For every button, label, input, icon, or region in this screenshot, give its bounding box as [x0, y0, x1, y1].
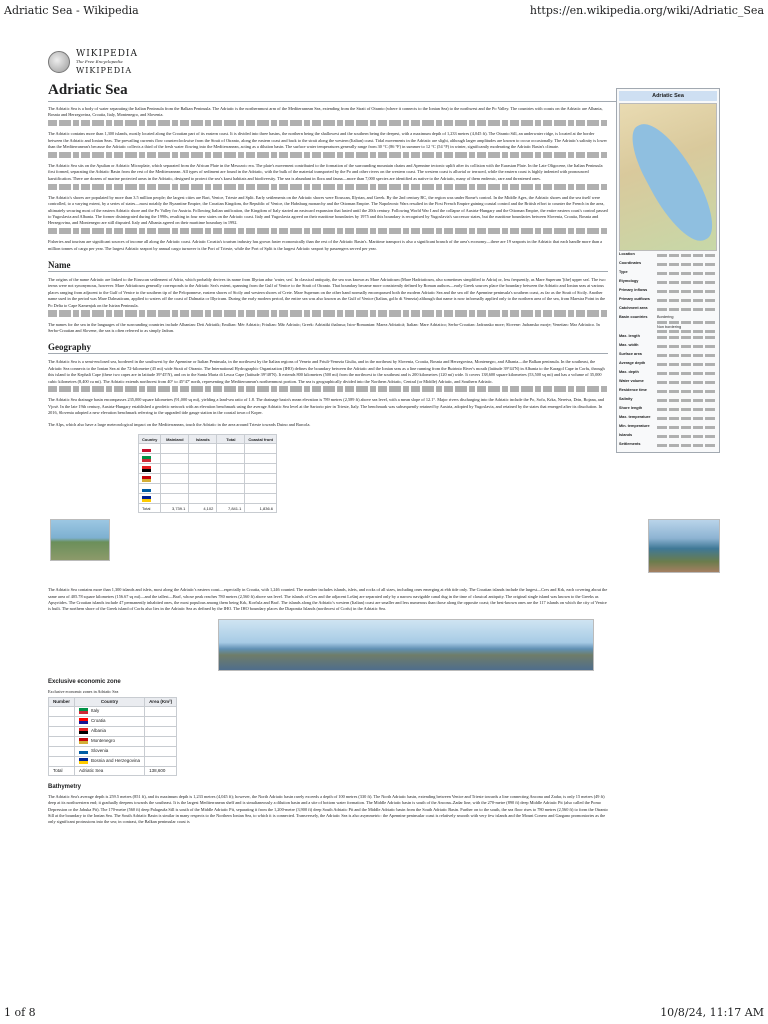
- value-cell: [189, 474, 217, 484]
- total-value: 4,102: [189, 504, 217, 513]
- wordmark: WIKIPEDIA: [76, 48, 138, 59]
- infobox-row: [619, 314, 717, 324]
- flag-icon: [142, 456, 151, 462]
- print-footer: [4, 1006, 764, 1020]
- wordmark-small: WIKIPEDIA: [76, 65, 133, 75]
- infobox-value: [657, 334, 717, 339]
- number-cell: [49, 716, 75, 726]
- country-name[interactable]: Slovenia: [91, 748, 109, 754]
- infobox-label: Islands: [619, 433, 633, 437]
- value-cell: [217, 464, 245, 474]
- infobox-value: [657, 406, 717, 411]
- infobox-label: Settlements: [619, 442, 641, 446]
- flag-icon: [79, 738, 88, 744]
- infobox-label: Water volume: [619, 379, 644, 383]
- flag-icon: [79, 758, 88, 764]
- table-row: [49, 756, 177, 766]
- infobox-label: Shore length: [619, 406, 643, 410]
- print-page-title: Adriatic Sea - Wikipedia: [4, 4, 139, 17]
- flag-icon: [79, 728, 88, 734]
- table-row: [139, 444, 277, 454]
- table-row: [49, 746, 177, 756]
- infobox-value: Non bordering: [657, 325, 717, 334]
- table-row: [139, 494, 277, 504]
- infobox-row: [619, 351, 717, 360]
- flag-icon: [79, 718, 88, 724]
- value-cell: [161, 444, 189, 454]
- table-row: [49, 736, 177, 746]
- table-row: [139, 474, 277, 484]
- tagline: The Free Encyclopedia: [76, 58, 123, 64]
- infobox-row: [619, 414, 717, 423]
- area-cell: [145, 706, 177, 716]
- wikipedia-logo[interactable]: [48, 44, 720, 80]
- column-header: Number: [49, 697, 75, 706]
- intro-paragraph: The Adriatic Sea is a body of water separating the Italian Peninsula from the Balkan Peninsula. The Adriatic is the northernmost arm of the Mediterranean Sea, extending from the Strait of Otranto (where it connects to the Ionian Sea) to the northwest and the Po Valley. The countries with coasts on the Adriatic are Albania, Bosnia and Herzegovina, Croatia, Italy, Montenegro, and Slovenia.: [48, 106, 608, 126]
- infobox-value: [657, 352, 717, 357]
- infobox-label: Type: [619, 270, 628, 274]
- infobox-row: [619, 342, 717, 351]
- infobox-label: Salinity: [619, 397, 633, 401]
- value-cell: [161, 494, 189, 504]
- value-cell: [189, 484, 217, 494]
- number-cell: [49, 736, 75, 746]
- infobox-label: Location: [619, 252, 635, 256]
- infobox-row: [619, 387, 717, 396]
- value-cell: [217, 494, 245, 504]
- value-cell: [217, 484, 245, 494]
- infobox-row: [619, 432, 717, 441]
- intro-paragraph: The Adriatic Sea sits on the Apulian or Adriatic Microplate, which separated from the African Plate in the Mesozoic era. The plate's movement contributed to the formation of the surrounding mountain chains and Apennine tectonic uplift after its collision with the Eurasian Plate. In the Late Oligocene, the Italian Peninsula first formed, separating the Adriatic Basin from the rest of the Mediterranean. All types of sediment are found in the Adriatic, with the bulk of the material transported by the Po and other rivers on the western coast. The western coast is alluvial or terraced, while the eastern coast is highly indented with pronounced karstification. There are dozens of marine protected areas in the Adriatic, designed to protect the sea's karst habitats and biodiversity. The sea is abundant in flora and fauna—more than 7,000 species are identified as native to the Adriatic, many of them endemic, rare and threatened ones.: [48, 163, 608, 190]
- infobox-label: Min. temperature: [619, 424, 650, 428]
- infobox-row: [619, 305, 717, 314]
- value-cell: [245, 494, 277, 504]
- value-cell: [217, 454, 245, 464]
- flag-icon: [142, 496, 151, 502]
- number-cell: [49, 746, 75, 756]
- value-cell: [245, 454, 277, 464]
- infobox-label: Basin countries: [619, 315, 648, 319]
- column-header: Total: [217, 435, 245, 444]
- infobox-value: Bordering: [657, 315, 717, 324]
- article-page: [48, 44, 720, 974]
- photo-strip: [48, 519, 608, 583]
- area-cell: [145, 736, 177, 746]
- value-cell: [161, 474, 189, 484]
- bathymetry-heading: Bathymetry: [48, 783, 82, 790]
- eez-table: [48, 697, 177, 776]
- country-cell: [139, 474, 161, 484]
- coast-photo[interactable]: [50, 519, 110, 561]
- value-cell: [189, 454, 217, 464]
- eez-caption: Exclusive economic zones in Adriatic Sea: [48, 688, 119, 694]
- infobox-row: [619, 441, 717, 450]
- value-cell: [189, 494, 217, 504]
- infobox-title: Adriatic Sea: [619, 91, 717, 101]
- infobox-label: Max. depth: [619, 370, 639, 374]
- geography-paragraph: The Adriatic Sea is a semi-enclosed sea, bordered in the southwest by the Apennine or Italian Peninsula, in the northwest by the Italian regions of Veneto and Friuli-Venezia Giulia, and in the northeast by Slovenia, Croatia, Bosnia and Herzegovina, Montenegro, and Albania—the Balkan peninsula. In the southeast, the Adriatic Sea connects to the Ionian Sea at the 72-kilometre (45 mi) wide Strait of Otranto. The International Hydrographic Organization (IHO) defines the boundary between the Adriatic and the Ionian seas as a line running from the Butrinto River's mouth (latitude 39°44′N) in Albania to the Karagol Cape in Corfu, through this island to the Kephali Cape (these two capes are in latitude 39°45′N), and on to the Santa Maria di Leuca Cape (latitude 39°48′N). It extends 800 kilometres (500 mi) from the northwest to the southeast and is 200 kilometres (120 mi) wide. It covers 138,600 square kilometres (53,500 sq mi) and has a volume of 35,000 cubic kilometres (8,400 cu mi). The Adriatic extends northwest from 40° to 45°47′ north, representing the Mediterranean's northernmost portion. The sea is geographically divided into the Northern Adriatic, Central (or Middle) Adriatic, and Southern Adriatic.: [48, 359, 608, 392]
- table-row: [49, 716, 177, 726]
- print-header: [4, 4, 764, 18]
- intro-paragraph: The Adriatic contains more than 1,300 islands, mostly located along the Croatian part of its eastern coast. It is divided into three basins, the northern being the shallowest and the southern being the deepest, with a maximum depth of 1,233 metres (4,045 ft). The Otranto Sill, an underwater ridge, is located at the border between the Adriatic and Ionian Seas. The prevailing currents flow counterclockwise from the Strait of Otranto, along the eastern coast and back to the strait along the western (Italian) coast. Tidal movements in the Adriatic are slight, although larger amplitudes are known to occur occasionally. The Adriatic's salinity is lower than the Mediterranean's because the Adriatic collects a third of the fresh water flowing into the Mediterranean, acting as a dilution basin. The surface water temperatures generally range from 30 °C (86 °F) in summer to 12 °C (54 °F) in winter, significantly moderating the Adriatic Basin's climate.: [48, 131, 608, 158]
- article-body: [48, 106, 608, 831]
- infobox-row: [619, 324, 717, 334]
- globe-icon: [48, 51, 70, 73]
- infobox-row: [619, 396, 717, 405]
- infobox-value: [657, 415, 717, 420]
- total-label: Total: [49, 766, 75, 775]
- column-header: Country: [139, 435, 161, 444]
- infobox-value: [657, 270, 717, 275]
- area-cell: [145, 756, 177, 766]
- table-row: [49, 726, 177, 736]
- country-cell: [75, 756, 145, 766]
- infobox-value: [657, 306, 717, 311]
- infobox-row: [619, 251, 717, 260]
- infobox-value: [657, 379, 717, 384]
- eez-heading: Exclusive economic zone: [48, 678, 121, 685]
- infobox-value: [657, 343, 717, 348]
- flag-icon: [79, 708, 88, 714]
- column-header: Area (Km²): [145, 697, 177, 706]
- infobox-value: [657, 361, 717, 366]
- bathymetry-paragraph: The Adriatic Sea's average depth is 259.5 metres (851 ft), and its maximum depth is 1,233 metres (4,045 ft); however, the North Adriatic basin rarely exceeds a depth of 100 metres (330 ft). The North Adriatic basin, extending between Venice and Trieste towards a line connecting Ancona and Zadar, is only 15 metres (49 ft) deep at its northwestern end; it gradually deepens towards the southeast. It is the largest Mediterranean shelf and is simultaneously a dilution basin and a site of bottom water formation. The Middle Adriatic basin is south of the Ancona–Zadar line, with the 270-metre (890 ft) deep Middle Adriatic Pit (also called the Pomo Depression or the Jabuka Pit). The 170-metre (560 ft) deep Palagruža Sill is south of the Middle Adriatic Pit, separating it from the 1,200-metre (3,900 ft) deep South Adriatic Pit and the Middle Adriatic basin from the South Adriatic Basin. Further on to the south, the sea floor rises to 780 metres (2,560 ft) to form the Otranto Sill at the boundary to the Ionian Sea. The South Adriatic Basin is similar in many respects to the Northern Ionian Sea, to which it is connected. Transversely, the Adriatic Sea is also asymmetric: the Apennine peninsular coast is relatively smooth with very few islands and the Mount Conero and Gargano promontories as the only significant protrusions into the sea; in contrast, the Balkan peninsular coast is: [48, 793, 608, 825]
- area-cell: [145, 746, 177, 756]
- total-row: [139, 504, 277, 513]
- infobox-value: [657, 433, 717, 438]
- infobox-label: Coordinates: [619, 261, 642, 265]
- column-header: Mainland: [161, 435, 189, 444]
- total-area: 138,600: [145, 766, 177, 775]
- infobox-rows: [619, 251, 717, 450]
- infobox-value: [657, 370, 717, 375]
- intro-paragraph: The Adriatic's shores are populated by more than 3.5 million people; the largest cities are Bari, Venice, Trieste and Split. Early settlements on the Adriatic shores were Etruscan, Illyrian, and Greek. By the 2nd century BC, the region was under Rome's control. In the Middle Ages, the Adriatic shores and the sea itself were controlled, to a varying extent, by a series of states—most notably the Byzantine Empire, the Croatian Kingdom, the Republic of Venice, the Habsburg monarchy and the Ottoman Empire. The Napoleonic Wars resulted in the First French Empire gaining coastal control and the British effort to counter the French in the area, ultimately securing most of the eastern Adriatic shore and the Po Valley for Austria. Following Italian unification, the Kingdom of Italy started an eastward expansion that lasted until the 20th century. Following World War I and the collapse of Austria-Hungary and the Ottoman Empire, the entire eastern coast's control passed to Yugoslavia and Albania. The former disintegrated during the 1990s, resulting in four new states on the Adriatic coast. Italy and Yugoslavia agreed on their maritime boundaries by 1975 and this boundary is recognised by Yugoslavia's successor states, but the maritime boundaries between Slovenia, Croatia, Bosnia and Herzegovina, and Montenegro are still disputed. Italy and Albania agreed on their maritime boundary in 1992.: [48, 195, 608, 235]
- bay-photo[interactable]: [648, 519, 720, 573]
- page-counter: 1 of 8: [4, 1006, 36, 1019]
- intro-paragraph: Fisheries and tourism are significant sources of income all along the Adriatic coast. Adriatic Croatia's tourism industry has grown faster economically than the rest of the Adriatic Basin's. Maritime transport is also a significant branch of the area's economy—there are 19 seaports in the Adriatic that each handle more than a million tonnes of cargo per year. The largest Adriatic seaport by annual cargo turnover is the Port of Trieste, while the Port of Split is the largest Adriatic seaport by passengers served per year.: [48, 239, 603, 251]
- table-row: [49, 706, 177, 716]
- country-name[interactable]: Albania: [91, 728, 107, 734]
- infobox: [616, 88, 720, 453]
- name-paragraph: The names for the sea in the languages of the surrounding countries include Albanian: Deti Adriatik; Emilian: Mèr Adriatic; Friulian: Mâr Adriatic; Greek: Adriatiki thalassa; Istro-Romanian: Marea Adriatică; Italian: Mare Adriatico; Serbo-Croatian: Jadransko more; Slovene: Jadransko morje; Venetian: Mar Adriatico. In Serbo-Croatian and Slovene, the sea is often referred to as simply Jadran.: [48, 321, 600, 333]
- country-cell: [139, 444, 161, 454]
- infobox-row: [619, 287, 717, 296]
- value-cell: [245, 474, 277, 484]
- country-name[interactable]: Croatia: [91, 718, 106, 724]
- value-cell: [245, 464, 277, 474]
- geography-paragraph: The Adriatic Sea drainage basin encompasses 235,000 square kilometres (91,000 sq mi), yielding a land-sea ratio of 1.8. The drainage basin's mean elevation is 789 metres (2,589 ft) above sea level, with a mean slope of 12.1°. Major rivers discharging into the Adriatic include the Po, Soča, Krka, Neretva, Drin, Bojana, and Vjosë. In the late 19th century, Austria-Hungary established a geodetic network with an elevation benchmark using the average Adriatic Sea level at the Sartorio pier in Trieste, Italy. The benchmark was subsequently retained by Austria, adopted by Yugoslavia, and retained by the states that emerged after its dissolution. In 2016, Slovenia adopted a new elevation benchmark referring to the upgraded tide gauge station in the coastal town of Koper.: [48, 397, 605, 416]
- country-cell: [75, 726, 145, 736]
- infobox-label: Average depth: [619, 361, 646, 365]
- value-cell: [217, 474, 245, 484]
- area-cell: [145, 726, 177, 736]
- infobox-label: Max. temperature: [619, 415, 651, 419]
- table-row: [139, 464, 277, 474]
- infobox-value: [657, 279, 717, 284]
- total-row: [49, 766, 177, 775]
- page-title: Adriatic Sea: [48, 82, 720, 102]
- country-cell: [75, 706, 145, 716]
- islands-paragraph: The Adriatic Sea contains more than 1,300 islands and islets, most along the Adriatic's eastern coast—especially in Croatia, with 1,246 counted. The number includes islands, islets, and rocks of all sizes, including ones emerging at ebb tide only. The Croatian islands include the largest—Cres and Krk, each covering about the same area of 405.78 square kilometres (156.67 sq mi)—and the tallest—Brač, whose peak reaches 780 metres (2,560 ft) above sea level. The islands of Cres and the adjacent Lošinj are separated only by a narrow navigable canal dug in the time of classical antiquity. The original single island was known to the Greeks as Apsyrtides. The Croatian islands include 47 permanently inhabited ones, the most populous among them being Krk, Korčula and Brač. The islands along the Adriatic's western (Italian) coast are smaller and less numerous than those along the opposite coast; the best-known ones are the 117 islands on which the city of Venice is built. The northern shore of the Greek island of Corfu also lies in the Adriatic Sea as defined by the IHO. The IHO boundary places the Diapontia Islands (northwest of Corfu) in the Adriatic Sea.: [48, 587, 608, 612]
- coastline-table: [138, 434, 277, 513]
- flag-icon: [142, 446, 151, 452]
- infobox-value: [657, 297, 717, 302]
- flag-icon: [142, 486, 151, 492]
- column-header: Islands: [189, 435, 217, 444]
- value-cell: [189, 464, 217, 474]
- infobox-row: [619, 360, 717, 369]
- table-row: [139, 454, 277, 464]
- country-cell: [139, 484, 161, 494]
- country-name[interactable]: Bosnia and Herzegovina: [91, 758, 141, 764]
- infobox-value: [657, 388, 717, 393]
- column-header: Country: [75, 697, 145, 706]
- total-label: Total: [139, 504, 161, 513]
- table-row: [139, 484, 277, 494]
- infobox-label: Catchment area: [619, 306, 648, 310]
- value-cell: [161, 454, 189, 464]
- value-cell: [245, 444, 277, 454]
- value-cell: [189, 444, 217, 454]
- infobox-value: [657, 288, 717, 293]
- country-name[interactable]: Montenegro: [91, 738, 116, 744]
- country-cell: [75, 716, 145, 726]
- value-cell: [245, 484, 277, 494]
- infobox-label: Max. width: [619, 343, 639, 347]
- infobox-row: [619, 378, 717, 387]
- infobox-row: [619, 260, 717, 269]
- flag-icon: [142, 476, 151, 482]
- section-heading-geography: Geography: [48, 342, 608, 354]
- sea-shape: [622, 113, 717, 251]
- flag-icon: [142, 466, 151, 472]
- print-url[interactable]: https://en.wikipedia.org/wiki/Adriatic_Sea: [529, 4, 764, 17]
- country-cell: [75, 746, 145, 756]
- country-cell: [75, 736, 145, 746]
- country-name[interactable]: Italy: [91, 708, 100, 714]
- column-header: Coastal front: [245, 435, 277, 444]
- section-heading-name: Name: [48, 260, 608, 272]
- infobox-value: [657, 424, 717, 429]
- infobox-label: Max. length: [619, 334, 640, 338]
- infobox-value: [657, 252, 717, 257]
- country-cell: [139, 494, 161, 504]
- panorama-photo[interactable]: [218, 619, 594, 671]
- infobox-row: [619, 269, 717, 278]
- infobox-label: Residence time: [619, 388, 647, 392]
- country-cell: [139, 454, 161, 464]
- flag-icon: [79, 748, 88, 754]
- total-name: Adriatic Sea: [75, 766, 145, 775]
- value-cell: [217, 444, 245, 454]
- infobox-label: Etymology: [619, 279, 639, 283]
- total-value: 1,836.6: [245, 504, 277, 513]
- infobox-value: [657, 261, 717, 266]
- infobox-row: [619, 405, 717, 414]
- adriatic-map-image[interactable]: [619, 103, 717, 251]
- area-cell: [145, 716, 177, 726]
- value-cell: [161, 464, 189, 474]
- name-paragraph: The origins of the name Adriatic are linked to the Etruscan settlement of Adria, which probably derives its name from Illyrian adur 'water, sea'. In classical antiquity, the sea was known as Mare Adriaticum (Mare Hadriaticum, also sometimes simplified to Adria) or, less frequently, as Mare Superum '[the] upper sea'. The two terms were not synonymous, however. Mare Adriaticum generally corresponds to the Adriatic Sea's extent, spanning from the Gulf of Venice to the Strait of Otranto. That boundary became more consistently defined by Roman authors—early Greek sources place the boundary between the Adriatic and Ionian seas at various places ranging from adjacent to the Gulf of Venice to the southern tip of the Peloponnese, eastern shores of Sicily and western shores of Crete. Mare Superum on the other hand normally encompassed both the modern Adriatic Sea and the sea off the Apennine peninsula's southern coast, as far as the Strait of Sicily. Another name used in the period was Mare Dalmaticum, applied to waters off the coast of Dalmatia or Illyricum. During the early modern period, the entire sea was also known as the Gulf of Venice (Italian, golfo di Venezia) although that name is now informally applied only to the northern area of the sea, from Maestra Point in the Po Delta to Cape Kamenjak on the Istrian Peninsula.: [48, 277, 608, 317]
- total-value: 3,739.1: [161, 504, 189, 513]
- total-value: 7,841.1: [217, 504, 245, 513]
- infobox-row: [619, 333, 717, 342]
- number-cell: [49, 706, 75, 716]
- infobox-value: [657, 397, 717, 402]
- country-cell: [139, 464, 161, 474]
- geography-paragraph: The Alps, which also have a large meteorological impact on the Mediterranean, touch the Adriatic in the area around Trieste towards Duino and Barcola.: [48, 421, 311, 427]
- infobox-row: [619, 369, 717, 378]
- infobox-value: [657, 442, 717, 447]
- infobox-row: [619, 423, 717, 432]
- infobox-label: Surface area: [619, 352, 642, 356]
- print-timestamp: 10/8/24, 11:17 AM: [660, 1006, 764, 1019]
- infobox-label: Primary outflows: [619, 297, 650, 301]
- value-cell: [161, 484, 189, 494]
- number-cell: [49, 726, 75, 736]
- number-cell: [49, 756, 75, 766]
- infobox-row: [619, 278, 717, 287]
- infobox-label: Primary inflows: [619, 288, 648, 292]
- infobox-row: [619, 296, 717, 305]
